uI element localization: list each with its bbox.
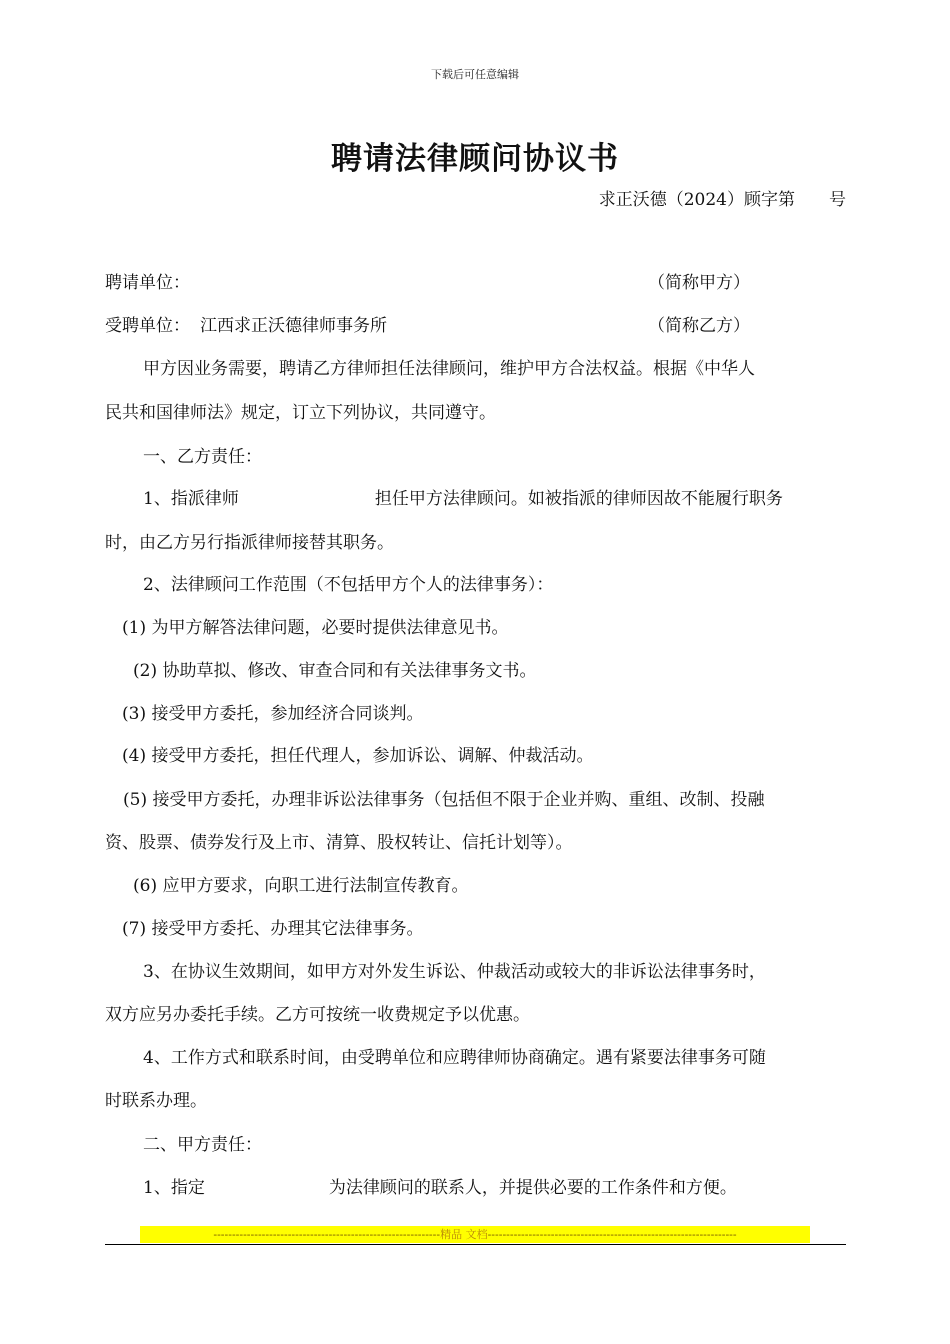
footer-dashes-left: ------------------------------------------------------------- (213, 1228, 441, 1241)
section1-heading: 一、乙方责任： (143, 447, 262, 467)
section2-item1-start: 1、指定 (143, 1178, 205, 1198)
footer-banner (140, 1226, 810, 1243)
section2-item1 (143, 1178, 883, 1198)
section2-item1-end: 为法律顾问的联系人，并提供必要的工作条件和方便。 (328, 1178, 737, 1198)
employee-note: （简称乙方） (648, 316, 750, 336)
employee-label: 受聘单位： (105, 316, 190, 336)
intro-line-2: 民共和国律师法》规定，订立下列协议，共同遵守。 (105, 403, 496, 423)
document-number: 求正沃德（2024）顾字第 号 (598, 190, 846, 210)
scope-item-7: (7) 接受甲方委托、办理其它法律事务。 (122, 919, 424, 939)
section1-item4-line1: 4、工作方式和联系时间，由受聘单位和应聘律师协商确定。遇有紧要法律事务可随 (143, 1048, 766, 1068)
scope-item-2: (2) 协助草拟、修改、审查合同和有关法律事务文书。 (133, 661, 537, 681)
scope-item-5-line1: (5) 接受甲方委托，办理非诉讼法律事务（包括但不限于企业并购、重组、改制、投融 (123, 790, 765, 810)
scope-item-6: (6) 应甲方要求，向职工进行法制宣传教育。 (133, 876, 469, 896)
employee-name: 江西求正沃德律师事务所 (200, 316, 387, 336)
header-note: 下载后可任意编辑 (431, 68, 519, 81)
section1-item1-line1 (143, 489, 883, 509)
footer-label: 精品 文档 (440, 1228, 488, 1241)
scope-item-1: (1) 为甲方解答法律问题，必要时提供法律意见书。 (122, 618, 509, 638)
document-title: 聘请法律顾问协议书 (331, 141, 619, 177)
employer-note: （简称甲方） (648, 273, 750, 293)
footer-rule (105, 1244, 846, 1245)
section1-item4-line2: 时联系办理。 (105, 1091, 207, 1111)
section2-heading: 二、甲方责任： (143, 1135, 262, 1155)
section1-item1-line2: 时，由乙方另行指派律师接替其职务。 (105, 533, 394, 553)
section1-item3-line1: 3、在协议生效期间，如甲方对外发生诉讼、仲裁活动或较大的非诉讼法律事务时， (143, 962, 766, 982)
scope-item-4: (4) 接受甲方委托，担任代理人，参加诉讼、调解、仲裁活动。 (122, 746, 594, 766)
footer-dashes-right: ------------------------------------------------------------------- (487, 1228, 737, 1241)
section1-item3-line2: 双方应另办委托手续。乙方可按统一收费规定予以优惠。 (105, 1005, 530, 1025)
scope-item-5-line2: 资、股票、债券发行及上市、清算、股权转让、信托计划等）。 (105, 833, 573, 853)
intro-line-1: 甲方因业务需要，聘请乙方律师担任法律顾问，维护甲方合法权益。根据《中华人 (143, 359, 755, 379)
section1-item1-end: 担任甲方法律顾问。如被指派的律师因故不能履行职务 (374, 489, 783, 509)
scope-item-3: (3) 接受甲方委托，参加经济合同谈判。 (122, 704, 424, 724)
employer-label: 聘请单位： (105, 273, 190, 293)
section1-item2: 2、法律顾问工作范围（不包括甲方个人的法律事务）： (143, 575, 554, 595)
section1-item1-start: 1、指派律师 (143, 489, 239, 509)
